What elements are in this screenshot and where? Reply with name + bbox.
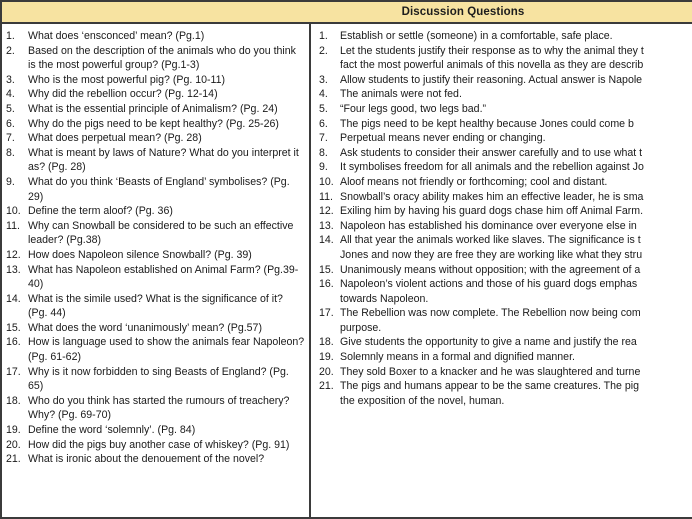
answer-number: 4. (319, 88, 328, 101)
question-number: 3. (6, 73, 15, 86)
answer-item (317, 87, 690, 102)
question-text: Who do you think has started the rumours of treachery? Why? (Pg. 69-70) (28, 394, 290, 422)
answers-list (317, 29, 690, 408)
question-item (4, 263, 305, 292)
question-text: What does ‘ensconced’ mean? (Pg.1) (28, 30, 205, 42)
answer-number: 13. (319, 219, 334, 232)
answer-text-line: purpose. (340, 321, 382, 334)
answer-text-line: Snowball’s oracy ability makes him an effective leader, he is sma (340, 190, 644, 203)
answer-text-line: “Four legs good, two legs bad.” (340, 102, 487, 115)
question-item (4, 321, 305, 336)
answer-number: 5. (319, 102, 328, 115)
question-item (4, 292, 305, 321)
answer-item (317, 131, 690, 146)
answer-item (317, 29, 690, 44)
answer-number: 10. (319, 175, 334, 188)
question-item (4, 131, 305, 146)
question-item (4, 146, 305, 175)
question-number: 1. (6, 30, 15, 42)
question-number: 9. (6, 175, 15, 188)
answer-item (317, 219, 690, 234)
question-number: 17. (6, 365, 21, 378)
question-number: 13. (6, 263, 21, 276)
answer-number: 11. (319, 190, 333, 203)
answer-text-line: the exposition of the novel, human. (340, 394, 505, 407)
answer-item (317, 350, 690, 365)
answer-item (317, 190, 690, 205)
question-text: What has Napoleon established on Animal Farm? (Pg.39-40) (28, 263, 299, 291)
table-header-row (2, 2, 692, 24)
question-text: What is meant by laws of Nature? What do you interpret it as? (Pg. 28) (28, 146, 299, 174)
question-text: Who is the most powerful pig? (Pg. 10-11) (28, 73, 226, 86)
answer-item (317, 306, 690, 335)
answer-number: 1. (319, 30, 328, 42)
question-number: 7. (6, 132, 15, 145)
answer-number: 15. (319, 263, 334, 276)
answer-number: 12. (319, 205, 334, 218)
question-number: 10. (6, 205, 21, 218)
answer-text-line: Jones and now they are free they are working like what they stru (340, 248, 643, 261)
question-item (4, 29, 305, 44)
answer-item (317, 160, 690, 175)
answer-number: 7. (319, 132, 328, 145)
answer-item (317, 73, 690, 88)
question-item (4, 44, 305, 73)
question-item (4, 219, 305, 248)
question-number: 5. (6, 102, 15, 115)
answer-item (317, 263, 690, 278)
answer-number: 14. (319, 234, 334, 247)
question-number: 15. (6, 321, 21, 334)
answer-text-line: Give students the opportunity to give a name and justify the rea (340, 336, 637, 349)
answer-text-line: Establish or settle (someone) in a comfortable, safe place. (340, 30, 613, 42)
question-number: 16. (6, 336, 21, 349)
question-text: What do you think ‘Beasts of England’ symbolises? (Pg. 29) (28, 175, 290, 203)
page-title: Discussion Questions (401, 6, 525, 18)
question-text: Why did the rebellion occur? (Pg. 12-14) (28, 88, 218, 101)
question-number: 6. (6, 117, 15, 130)
question-number: 4. (6, 88, 15, 101)
answer-item (317, 146, 690, 161)
question-item (4, 365, 305, 394)
answer-item (317, 44, 690, 73)
question-text: How did the pigs buy another case of whiskey? (Pg. 91) (28, 438, 290, 451)
answer-text-line: The animals were not fed. (340, 88, 462, 101)
table-body-row (2, 24, 692, 517)
question-text: What is the essential principle of Animalism? (Pg. 24) (28, 102, 278, 115)
question-item (4, 204, 305, 219)
question-text: Based on the description of the animals who do you think is the most powerful group? (Pg.1-3) (28, 44, 296, 72)
question-item (4, 394, 305, 423)
answer-text-line: Exiling him by having his guard dogs chase him off Animal Farm. (340, 205, 644, 218)
answer-text-line: Napoleon has established his dominance over everyone else in (340, 219, 637, 232)
answer-text-line: Ask students to consider their answer carefully and to use what t (340, 146, 643, 159)
question-text: What is ironic about the denouement of the novel? (28, 453, 265, 466)
question-item (4, 452, 305, 467)
answer-item (317, 102, 690, 117)
answer-text-line: towards Napoleon. (340, 292, 429, 305)
answer-number: 6. (319, 117, 328, 130)
answer-text-line: It symbolises freedom for all animals and the rebellion against Jo (340, 161, 644, 174)
question-number: 19. (6, 424, 21, 437)
answer-text-line: The pigs need to be kept healthy because Jones could come b (340, 117, 634, 130)
answers-column (311, 24, 692, 517)
question-item (4, 335, 305, 364)
question-text: Why do the pigs need to be kept healthy? (Pg. 25-26) (28, 117, 279, 130)
answer-text-line: Perpetual means never ending or changing. (340, 132, 546, 145)
answer-number: 20. (319, 365, 334, 378)
question-item (4, 73, 305, 88)
answer-item (317, 175, 690, 190)
answer-number: 3. (319, 73, 328, 86)
answer-number: 8. (319, 146, 328, 159)
answer-text-line: The pigs and humans appear to be the same creatures. The pig (340, 380, 639, 393)
questions-list (4, 29, 305, 467)
question-item (4, 423, 305, 438)
question-number: 20. (6, 438, 21, 451)
question-number: 18. (6, 394, 21, 407)
question-item (4, 175, 305, 204)
answer-item (317, 277, 690, 306)
answer-text-line: Aloof means not friendly or forthcoming; cool and distant. (340, 175, 608, 188)
answer-item (317, 379, 690, 408)
question-text: Define the term aloof? (Pg. 36) (28, 205, 173, 218)
question-number: 8. (6, 146, 15, 159)
question-text: What is the simile used? What is the significance of it? (Pg. 44) (28, 292, 283, 320)
question-text: How does Napoleon silence Snowball? (Pg. 39) (28, 248, 252, 261)
answer-text-line: Solemnly means in a formal and dignified manner. (340, 351, 575, 364)
question-item (4, 87, 305, 102)
question-number: 12. (6, 248, 21, 261)
answer-text-line: Napoleon’s violent actions and those of his guard dogs emphas (340, 278, 638, 291)
question-text: How is language used to show the animals fear Napoleon? (Pg. 61-62) (28, 336, 305, 364)
question-item (4, 102, 305, 117)
answer-number: 17. (319, 307, 334, 320)
question-number: 11. (6, 219, 20, 232)
answer-text-line: They sold Boxer to a knacker and he was slaughtered and turne (340, 365, 641, 378)
question-text: Define the word ‘solemnly’. (Pg. 84) (28, 424, 196, 437)
answer-item (317, 365, 690, 380)
answer-number: 19. (319, 351, 334, 364)
questions-column (2, 24, 311, 517)
answer-text-line: The Rebellion was now complete. The Rebellion now being com (340, 307, 641, 320)
answer-item (317, 117, 690, 132)
question-number: 14. (6, 292, 21, 305)
answer-item (317, 335, 690, 350)
answer-number: 2. (319, 44, 328, 57)
question-item (4, 248, 305, 263)
answer-item (317, 233, 690, 262)
answer-text-line: Allow students to justify their reasoning. Actual answer is Napole (340, 73, 643, 86)
question-number: 21. (6, 453, 21, 466)
answer-item (317, 204, 690, 219)
answer-text-line: fact the most powerful animals of this novella as they are describ (340, 59, 644, 72)
answer-number: 18. (319, 336, 334, 349)
question-text: Why is it now forbidden to sing Beasts of England? (Pg. 65) (28, 365, 289, 393)
answer-text-line: All that year the animals worked like slaves. The significance is t (340, 234, 641, 247)
question-text: What does perpetual mean? (Pg. 28) (28, 132, 202, 145)
answer-text-line: Unanimously means without opposition; with the agreement of a (340, 263, 641, 276)
question-number: 2. (6, 44, 15, 57)
answer-number: 16. (319, 278, 334, 291)
answer-number: 9. (319, 161, 328, 174)
answer-number: 21. (319, 380, 334, 393)
question-text: Why can Snowball be considered to be such an effective leader? (Pg.38) (28, 219, 294, 247)
answer-text-line: Let the students justify their response as to why the animal they t (340, 44, 644, 57)
question-item (4, 438, 305, 453)
question-text: What does the word ‘unanimously’ mean? (Pg.57) (28, 321, 262, 334)
question-item (4, 117, 305, 132)
